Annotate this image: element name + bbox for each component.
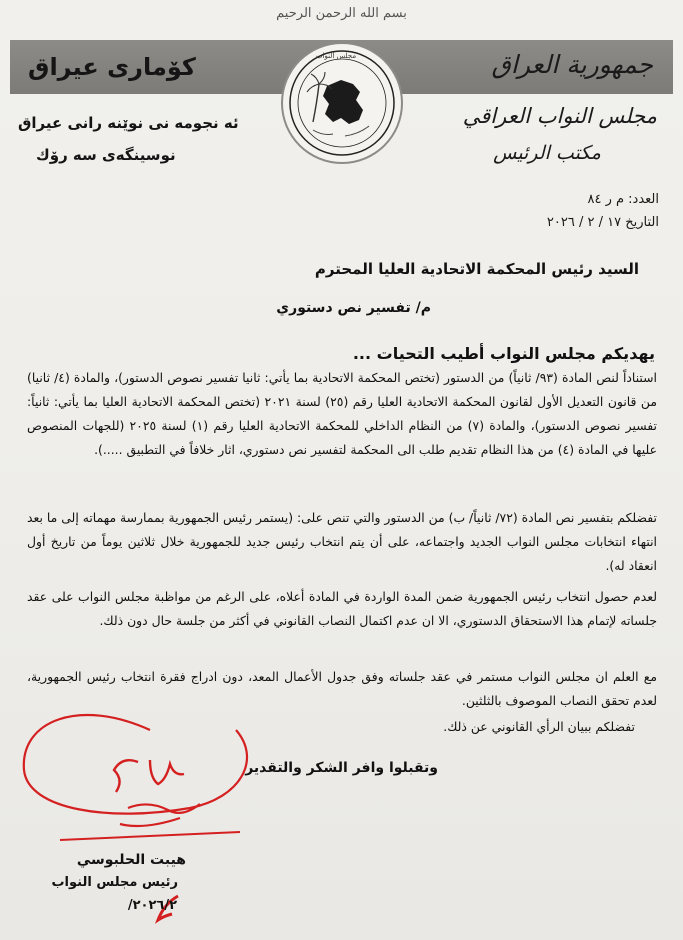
council-name-arabic: مجلس النواب العراقي (462, 104, 657, 128)
office-name-kurdish: نوسینگه‌ی سه رۆك (36, 146, 176, 164)
signatory-title: رئيس مجلس النواب (51, 875, 178, 890)
greeting: يهديكم مجلس النواب أطيب التحيات ... (352, 344, 655, 363)
signature-date: ٢٠٢٦/٢/ (127, 898, 177, 913)
letter-date: التاريخ ١٧ / ٢ / ٢٠٢٦ (546, 215, 659, 230)
basmala: بسم الله الرحمن الرحيم (276, 6, 407, 21)
signatory-name: هيبت الحلبوسي (76, 852, 186, 868)
paragraph-final-request: تفضلكم ببيان الرأي القانوني عن ذلك. (443, 719, 635, 734)
iraq-map-emblem-icon (283, 44, 401, 162)
addressee: السيد رئيس المحكمة الاتحادية العليا المحترم (314, 260, 639, 278)
header-republic-arabic: جمهورية العراق (491, 50, 653, 79)
paragraph-legal-basis: استناداً لنص المادة (٩٣/ ثانياً) من الدستور (تختص المحكمة الاتحادية بما يأتي: ثانيا تفسير نصوص الدستور)، والمادة (٤/ ثانيا) من قانون التعديل الأول لقانون المحكمة الاتحادية العليا رقم (٢٥) لسنة ٢٠٢١ (تختص المحكمة الاتحادية العليا بما يأتي: ثانياً: تفسير نصوص الدستور)، والمادة (٧) من النظام الداخلي للمحكمة الاتحادية العليا رقم (١) لسنة ٢٠٢٥ (للجهات المنصوص عليها في المادة (٤) من هذا النظام تقديم طلب الى المحكمة لتفسير نص دستوري، اثار خلافاً في التطبيق .....). (27, 370, 657, 457)
logo-caption: مجلس النواب (316, 52, 357, 60)
header-republic-kurdish: کۆماری عیراق (28, 53, 196, 81)
parliament-logo (283, 44, 401, 162)
council-name-kurdish: ئه نجومه نی نوێنه رانی عیراق (18, 114, 239, 132)
paragraph-request: تفضلكم بتفسير نص المادة (٧٢/ ثانياً/ ب) من الدستور والتي تنص على: (يستمر رئيس الجمهورية بممارسة مهماته إلى ما بعد انتهاء انتخابات مجلس النواب الجديد واجتماعه، على أن يتم انتخاب رئيس جديد للجمهورية خلال ثلاثين يوماً من تاريخ أول انعقاد له). (27, 510, 657, 573)
closing-line: وتقبلوا وافر الشكر والتقدير (245, 760, 438, 776)
subject-line: م/ تفسير نص دستوري (276, 300, 431, 316)
office-name-arabic: مكتب الرئيس (493, 142, 601, 164)
paragraph-reason: لعدم حصول انتخاب رئيس الجمهورية ضمن المدة الواردة في المادة أعلاه، على الرغم من مواظبة مجلس النواب على عقد جلساته لإتمام هذا الاستحقاق الدستوري، الا ان عدم اكتمال النصاب القانوني في أكثر من جلسة حال دون ذلك. (27, 589, 657, 628)
handwritten-signature (0, 690, 683, 940)
letter-number: العدد: م ر ٨٤ (587, 192, 659, 207)
paragraph-note: مع العلم ان مجلس النواب مستمر في عقد جلساته وفق جدول الأعمال المعد، دون ادراج فقرة انتخاب رئيس الجمهورية، لعدم تحقق النصاب الموصوف بالثلثين. (27, 669, 657, 708)
